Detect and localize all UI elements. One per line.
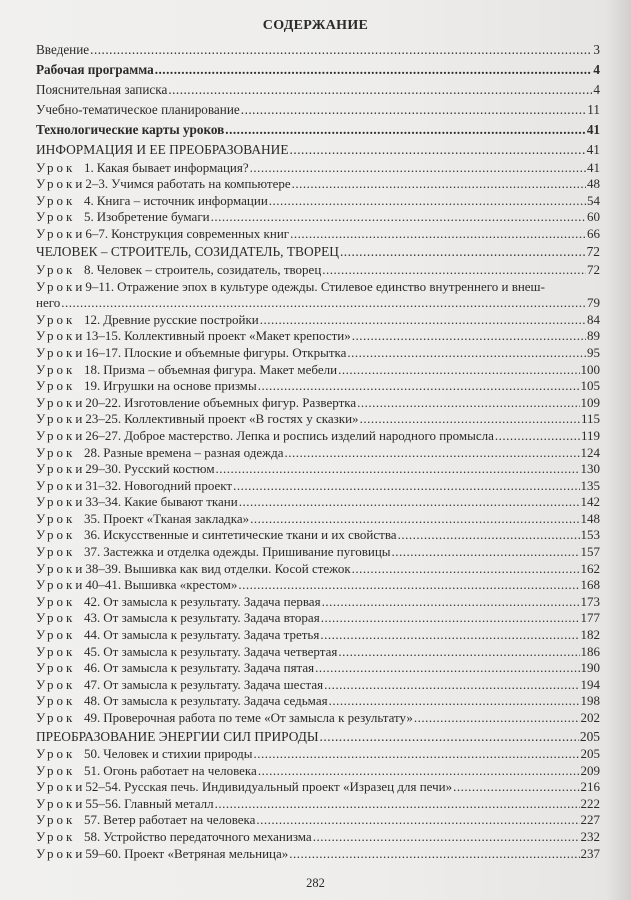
entry-title: Какие бывают ткани: [124, 494, 238, 510]
dot-leader: [320, 727, 579, 747]
lesson-prefix: Уроки: [36, 477, 86, 493]
toc-entry: [36, 478, 600, 495]
toc-entry: [36, 193, 600, 210]
toc-entry: [36, 279, 600, 296]
lesson-number: 29–30.: [85, 461, 122, 477]
dot-leader: [238, 577, 579, 594]
lesson-number: 37.: [84, 544, 101, 560]
dot-leader: [239, 494, 580, 511]
lesson-prefix: Урок: [36, 544, 76, 560]
lesson-prefix: Урок: [36, 710, 76, 725]
dot-leader: [250, 511, 579, 528]
dot-leader: [292, 176, 586, 193]
entry-page: 135: [580, 477, 600, 493]
entry-page: 216: [580, 779, 600, 795]
toc-entry: [36, 677, 600, 694]
lesson-number: 12.: [84, 311, 101, 327]
toc-entry: [36, 627, 600, 644]
dot-leader: [254, 746, 580, 763]
entry-page: 124: [580, 444, 600, 460]
toc-entry: [36, 779, 600, 796]
dot-leader: [322, 262, 586, 279]
dot-leader: [290, 226, 586, 243]
entry-page: 109: [580, 394, 600, 410]
entry-title: Какая бывает информация?: [96, 159, 249, 175]
lesson-prefix: Урок: [36, 643, 76, 659]
entry-title: Проект «Тканая закладка»: [103, 510, 250, 526]
lesson-number: 20–22.: [85, 394, 122, 410]
lesson-number: 45.: [84, 643, 101, 659]
entry-page: 190: [580, 660, 600, 676]
entry-page: 222: [580, 795, 600, 811]
lesson-number: 58.: [84, 829, 101, 845]
entry-title: От замысла к результату. Задача седьмая: [103, 693, 328, 709]
entry-title: От замысла к результату. Задача шестая: [103, 676, 324, 692]
toc-entry: [36, 345, 600, 362]
lesson-number: 57.: [84, 812, 101, 828]
entry-page: 177: [580, 610, 600, 626]
toc-entry: [36, 727, 600, 747]
entry-page: 148: [580, 510, 600, 526]
entry-title: От замысла к результату. Задача первая: [103, 593, 321, 609]
dot-leader: [352, 328, 586, 345]
dot-leader: [284, 445, 579, 462]
toc-entry: [36, 660, 600, 677]
toc-entry: [36, 829, 600, 846]
toc-entry: [36, 160, 600, 177]
entry-title: Застежка и отделка одежды. Пришивание пуговицы: [103, 544, 391, 560]
toc-entry: [36, 494, 600, 511]
entry-title: Разные времена – разная одежда: [103, 444, 284, 460]
lesson-prefix: Урок: [36, 192, 76, 208]
entry-title: От замысла к результату. Задача третья: [103, 627, 320, 643]
dot-leader: [338, 644, 579, 661]
lesson-prefix: Уроки: [36, 225, 86, 241]
dot-leader: [269, 193, 586, 210]
entry-title: Книга – источник информации: [96, 192, 268, 208]
entry-title: От замысла к результату. Задача четвертая: [103, 643, 338, 659]
lesson-number: 16–17.: [85, 344, 122, 360]
lesson-prefix: Уроки: [36, 344, 86, 360]
entry-page: 60: [587, 209, 600, 225]
toc-entry: [36, 561, 600, 578]
entry-title: Пояснительная записка: [36, 82, 168, 97]
dot-leader: [329, 693, 580, 710]
dot-leader: [340, 242, 586, 262]
dot-leader: [258, 763, 580, 780]
entry-page: 95: [587, 344, 600, 360]
lesson-number: 2–3.: [85, 176, 109, 192]
entry-title: Проверочная работа по теме «От замысла к результату»: [103, 710, 413, 725]
entry-title: От замысла к результату. Задача вторая: [103, 610, 320, 626]
entry-page: 173: [580, 593, 600, 609]
toc-entry: [36, 527, 600, 544]
dot-leader: [233, 478, 579, 495]
entry-page: 115: [580, 411, 600, 427]
toc-entry: [36, 378, 600, 395]
lesson-number: 48.: [84, 693, 101, 709]
lesson-prefix: Уроки: [36, 795, 86, 811]
entry-title: Призма – объемная фигура. Макет мебели: [103, 361, 338, 377]
entry-title: Проект «Ветряная мельница»: [124, 845, 289, 861]
entry-title: Конструкция современных книг: [111, 225, 290, 241]
toc-entry-continuation: [36, 295, 600, 312]
dot-leader: [352, 561, 580, 578]
dot-leader: [320, 627, 579, 644]
dot-leader: [347, 345, 586, 362]
lesson-number: 19.: [84, 378, 101, 394]
lesson-prefix: Урок: [36, 361, 76, 377]
lesson-prefix: Урок: [36, 311, 76, 327]
lesson-prefix: Урок: [36, 676, 76, 692]
entry-page: 119: [580, 427, 600, 443]
lesson-prefix: Уроки: [36, 176, 86, 192]
toc-entry: [36, 710, 600, 727]
lesson-number: 23–25.: [85, 411, 122, 427]
toc-entry: [36, 693, 600, 710]
toc-entry: [36, 262, 600, 279]
dot-leader: [338, 362, 579, 379]
entry-page: 4: [593, 82, 600, 97]
entry-page: 54: [587, 192, 600, 208]
entry-page: 237: [580, 845, 600, 861]
entry-page: 182: [580, 627, 600, 643]
toc-entry: [36, 644, 600, 661]
toc-entry: [36, 140, 600, 160]
lesson-prefix: Уроки: [36, 779, 86, 795]
dot-leader: [241, 100, 587, 120]
lesson-prefix: Уроки: [36, 577, 86, 593]
entry-title: Изобретение бумаги: [96, 209, 210, 225]
lesson-prefix: Урок: [36, 762, 76, 778]
dot-leader: [495, 428, 580, 445]
entry-page: 198: [580, 693, 600, 709]
toc-entry: [36, 594, 600, 611]
entry-title: ЧЕЛОВЕК – СТРОИТЕЛЬ, СОЗИДАТЕЛЬ, ТВОРЕЦ: [36, 244, 339, 260]
entry-page: 41: [586, 122, 600, 137]
dot-leader: [357, 395, 579, 412]
lesson-number: 9–11.: [85, 278, 115, 294]
entry-title: Технологические карты уроков: [36, 122, 225, 137]
toc-entry: [36, 209, 600, 226]
lesson-number: 55–56.: [85, 795, 122, 811]
lesson-prefix: Урок: [36, 510, 76, 526]
entry-title: ИНФОРМАЦИЯ И ЕЕ ПРЕОБРАЗОВАНИЕ: [36, 142, 289, 157]
entry-page: 48: [587, 176, 600, 192]
toc-entry: [36, 846, 600, 863]
dot-leader: [453, 779, 579, 796]
dot-leader: [392, 544, 580, 561]
entry-page: 3: [593, 42, 600, 57]
lesson-number: 35.: [84, 510, 101, 526]
lesson-prefix: Урок: [36, 693, 76, 709]
entry-title: Отражение эпох в культуре одежды. Стилевое единство внутреннего и внеш-: [117, 278, 545, 294]
toc-entry: [36, 428, 600, 445]
entry-page: 79: [587, 295, 600, 311]
lesson-prefix: Урок: [36, 378, 76, 394]
entry-title: Игрушки на основе призмы: [103, 378, 257, 394]
toc-entry: [36, 577, 600, 594]
dot-leader: [324, 677, 579, 694]
dot-leader: [313, 829, 580, 846]
lesson-prefix: Урок: [36, 261, 76, 277]
lesson-number: 42.: [84, 593, 101, 609]
toc-entry: [36, 362, 600, 379]
page-title: СОДЕРЖАНИЕ: [262, 18, 369, 33]
entry-title: Введение: [36, 42, 90, 57]
lesson-number: 49.: [84, 710, 101, 725]
entry-title: От замысла к результату. Задача пятая: [103, 660, 315, 676]
lesson-prefix: Урок: [36, 812, 76, 828]
entry-page: 153: [580, 527, 600, 543]
lesson-number: 59–60.: [85, 845, 122, 861]
entry-title: Человек – строитель, созидатель, творец: [96, 261, 322, 277]
lesson-prefix: Уроки: [36, 560, 86, 576]
toc-entry: [36, 746, 600, 763]
toc-entry: [36, 511, 600, 528]
toc-entry: [36, 445, 600, 462]
toc-entry: [36, 763, 600, 780]
entry-page: 89: [587, 328, 600, 344]
entry-page: 72: [586, 244, 600, 260]
lesson-prefix: Урок: [36, 660, 76, 676]
entry-title: Плоские и объемные фигуры. Открытка: [124, 344, 347, 360]
lesson-prefix: Уроки: [36, 328, 86, 344]
dot-leader: [260, 312, 586, 329]
lesson-number: 52–54.: [85, 779, 122, 795]
lesson-number: 28.: [84, 444, 101, 460]
entry-page: 168: [580, 577, 600, 593]
lesson-number: 31–32.: [85, 477, 122, 493]
lesson-prefix: Урок: [36, 746, 76, 762]
entry-title: Русский костюм: [124, 461, 215, 477]
dot-leader: [322, 594, 580, 611]
lesson-number: 38–39.: [85, 560, 122, 576]
entry-title: Ветер работает на человека: [103, 812, 256, 828]
lesson-prefix: Урок: [36, 829, 76, 845]
toc-entry: [36, 80, 600, 100]
lesson-prefix: Уроки: [36, 494, 86, 510]
entry-title: Огонь работает на человека: [103, 762, 257, 778]
dot-leader: [321, 610, 580, 627]
lesson-number: 43.: [84, 610, 101, 626]
entry-page: 209: [580, 762, 600, 778]
lesson-number: 36.: [84, 527, 101, 543]
dot-leader: [258, 378, 580, 395]
lesson-prefix: Урок: [36, 610, 76, 626]
lesson-prefix: Урок: [36, 209, 76, 225]
dot-leader: [360, 411, 580, 428]
entry-title: Русская печь. Индивидуальный проект «Изразец для печи»: [124, 779, 453, 795]
lesson-number: 4.: [84, 192, 94, 208]
lesson-number: 47.: [84, 676, 101, 692]
entry-title: Вышивка «крестом»: [124, 577, 238, 593]
toc-entry: [36, 120, 600, 140]
lesson-number: 46.: [84, 660, 101, 676]
entry-title: Древние русские постройки: [103, 311, 259, 327]
entry-page: 194: [580, 676, 600, 692]
lesson-number: 51.: [84, 762, 101, 778]
toc-entry: [36, 812, 600, 829]
entry-page: 186: [580, 643, 600, 659]
entry-title: Человек и стихии природы: [103, 746, 253, 762]
lesson-number: 26–27.: [85, 427, 122, 443]
lesson-number: 18.: [84, 361, 101, 377]
entry-page: 142: [580, 494, 600, 510]
lesson-number: 40–41.: [85, 577, 122, 593]
toc-entry: [36, 242, 600, 262]
entry-page: 205: [580, 746, 600, 762]
toc-entry: [36, 411, 600, 428]
entry-page: 157: [580, 544, 600, 560]
lesson-number: 6–7.: [85, 225, 109, 241]
lesson-number: 8.: [84, 261, 94, 277]
toc-entry: [36, 312, 600, 329]
toc-entry: [36, 395, 600, 412]
entry-page: 84: [587, 311, 600, 327]
lesson-prefix: Урок: [36, 444, 76, 460]
dot-leader: [315, 660, 579, 677]
toc-entry: [36, 40, 600, 60]
entry-title: Главный металл: [124, 795, 214, 811]
dot-leader: [256, 812, 579, 829]
entry-page: 11: [587, 102, 600, 117]
entry-title: Рабочая программа: [36, 62, 154, 77]
toc-entry: [36, 796, 600, 813]
toc-entry: [36, 176, 600, 193]
entry-page: 41: [587, 159, 600, 175]
dot-leader: [289, 846, 579, 863]
entry-page: 105: [580, 378, 600, 394]
lesson-number: 50.: [84, 746, 101, 762]
entry-page: 4: [593, 62, 600, 77]
lesson-prefix: Уроки: [36, 845, 86, 861]
entry-page: 232: [580, 829, 600, 845]
lesson-prefix: Урок: [36, 527, 76, 543]
entry-title: Учебно-тематическое планирование: [36, 102, 240, 117]
dot-leader: [225, 120, 586, 140]
lesson-prefix: Урок: [36, 627, 76, 643]
dot-leader: [398, 527, 580, 544]
lesson-prefix: Уроки: [36, 461, 86, 477]
dot-leader: [414, 710, 580, 727]
lesson-number: 33–34.: [85, 494, 122, 510]
lesson-prefix: Урок: [36, 159, 76, 175]
entry-page: 202: [580, 710, 600, 725]
lesson-prefix: Уроки: [36, 427, 86, 443]
lesson-prefix: Уроки: [36, 278, 86, 294]
entry-title: Изготовление объемных фигур. Развертка: [124, 394, 357, 410]
entry-page: 162: [580, 560, 600, 576]
entry-title-continuation: него: [36, 295, 61, 311]
dot-leader: [290, 140, 586, 160]
toc-entry: [36, 461, 600, 478]
entry-title: Вышивка как вид отделки. Косой стежок: [124, 560, 351, 576]
table-of-contents: [36, 40, 600, 862]
dot-leader: [216, 461, 580, 478]
toc-entry: [36, 60, 600, 80]
toc-entry: [36, 328, 600, 345]
entry-title: ПРЕОБРАЗОВАНИЕ ЭНЕРГИИ СИЛ ПРИРОДЫ: [36, 728, 319, 744]
entry-page: 130: [580, 461, 600, 477]
entry-title: Устройство передаточного механизма: [103, 829, 312, 845]
entry-page: 66: [587, 225, 600, 241]
entry-title: Учимся работать на компьютере: [111, 176, 291, 192]
entry-title: Новогодний проект: [124, 477, 233, 493]
dot-leader: [155, 60, 593, 80]
toc-entry: [36, 610, 600, 627]
entry-page: 100: [580, 361, 600, 377]
dot-leader: [168, 80, 592, 100]
lesson-number: 13–15.: [85, 328, 122, 344]
entry-page: 41: [586, 142, 600, 157]
dot-leader: [250, 160, 586, 177]
dot-leader: [215, 796, 580, 813]
toc-entry: [36, 100, 600, 120]
entry-page: 227: [580, 812, 600, 828]
lesson-number: 1.: [84, 159, 94, 175]
lesson-prefix: Урок: [36, 593, 76, 609]
dot-leader: [90, 40, 592, 60]
toc-entry: [36, 544, 600, 561]
page-number: 282: [306, 876, 325, 890]
lesson-prefix: Уроки: [36, 394, 86, 410]
entry-title: Доброе мастерство. Лепка и роспись изделий народного промысла: [124, 427, 494, 443]
entry-page: 205: [579, 728, 600, 744]
entry-title: Коллективный проект «Макет крепости»: [124, 328, 351, 344]
lesson-prefix: Уроки: [36, 411, 86, 427]
dot-leader: [61, 295, 586, 312]
entry-page: 72: [587, 261, 600, 277]
entry-title: Искусственные и синтетические ткани и их свойства: [103, 527, 397, 543]
toc-entry: [36, 226, 600, 243]
dot-leader: [211, 209, 586, 226]
lesson-number: 44.: [84, 627, 101, 643]
lesson-number: 5.: [84, 209, 94, 225]
entry-title: Коллективный проект «В гостях у сказки»: [124, 411, 359, 427]
